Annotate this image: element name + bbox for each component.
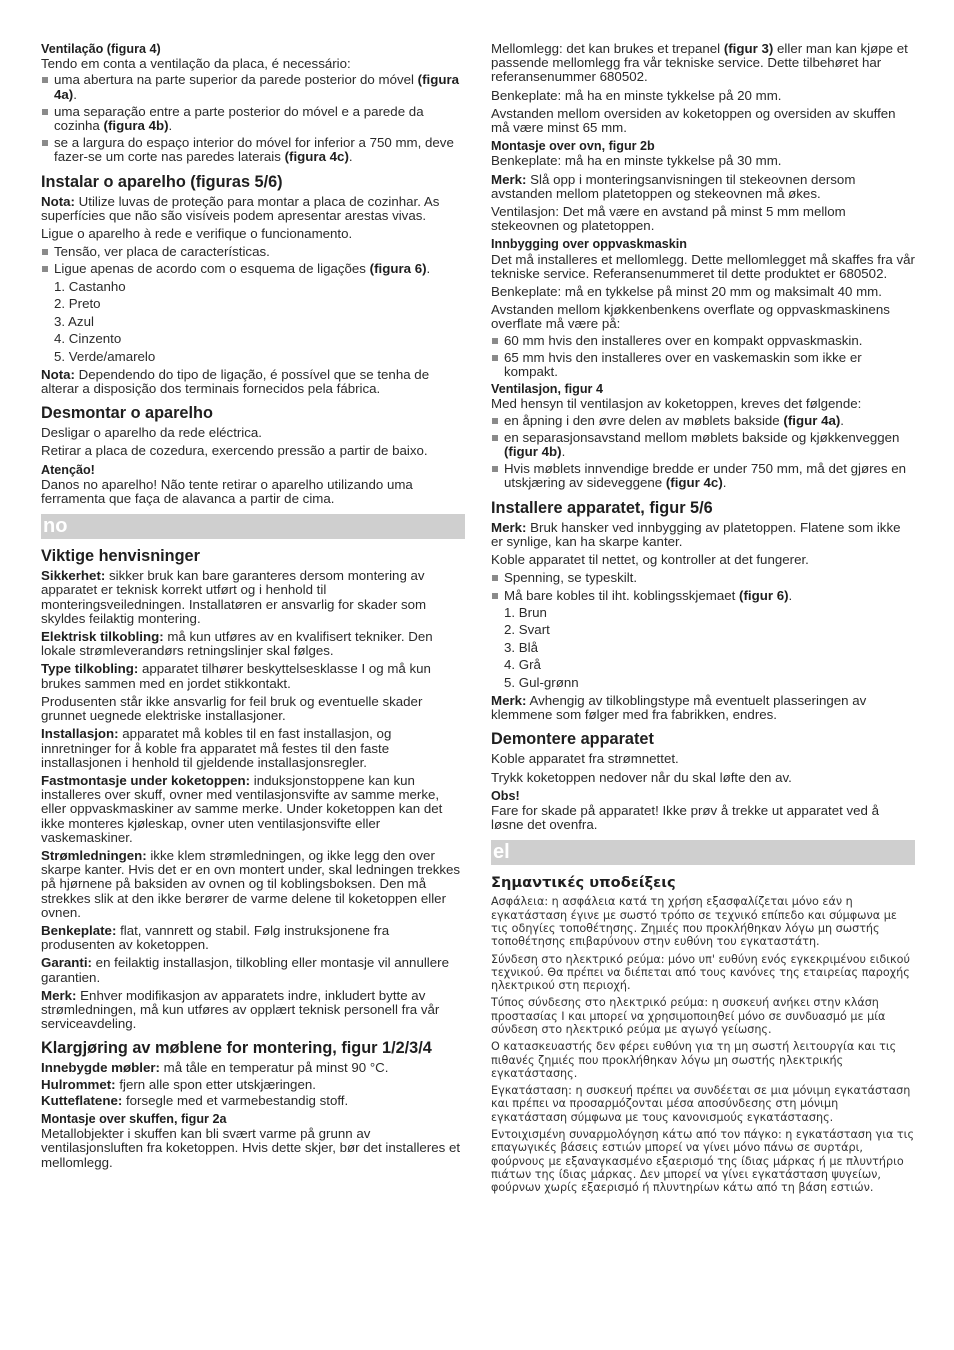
no-para: Installasjon: apparatet må kobles til en fast installasjon, og innretninger for å koble fra apparatet må festes til den faste installasjonen i henhold til gjeldende installasjonsregler. <box>41 726 392 770</box>
list-item: Tensão, ver placa de características. <box>41 245 465 259</box>
no-drawer-distance: Avstanden mellom oversiden av koketoppen og oversiden av skuffen må være minst 65 mm. <box>491 105 896 136</box>
list-item: 5. Gul-grønn <box>504 674 579 690</box>
pt-install-connect: Ligue o aparelho à rede e verifique o funcionamento. <box>41 226 353 242</box>
pt-attention-title: Atenção! <box>41 462 95 477</box>
no-drawer-text: Metallobjekter i skuffen kan bli svært varme på grunn av ventilasjonsluften fra koketoppen. Hvis dette skjer, bør det installeres et mellomlegg. <box>41 1126 461 1170</box>
no-prep-item: Hulrommet: fjern alle spon etter utskjæringen. <box>41 1076 316 1092</box>
no-wire-colors <box>491 606 915 690</box>
list-item: 4. Cinzento <box>54 331 122 347</box>
list-item: en åpning i den øvre delen av møblets bakside (figur 4a). <box>491 414 915 428</box>
no-dish-p2: Benkeplate: må en tykkelse på minst 20 mm og maksimalt 40 mm. <box>491 284 882 300</box>
no-para: Elektrisk tilkobling: må kun utføres av en kvalifisert tekniker. Den lokale strømleverandørs retningslinjer skal følges. <box>41 629 433 659</box>
no-dish-list <box>491 334 915 380</box>
list-item: uma separação entre a parte posterior do móvel e a parede da cozinha (figura 4b). <box>41 105 465 133</box>
no-prep-title: Klargjøring av møblene for montering, figur 1/2/3/4 <box>41 1039 432 1058</box>
pt-remove-p2: Retirar a placa de cozedura, exercendo pressão a partir de baixo. <box>41 443 428 459</box>
no-install-note2: Merk: Avhengig av tilkoblingstype må eventuelt plasseringen av klemmene som følger med fra fabrikken, endres. <box>491 692 867 723</box>
right-column <box>491 42 915 1199</box>
language-bar-el: el <box>491 840 915 865</box>
list-item: Hvis møblets innvendige bredde er under 750 mm, må det gjøres en utskjæring av sideveggene (figur 4c). <box>491 462 915 490</box>
no-para: Benkeplate: flat, vannrett og stabil. Følg instruksjonene fra produsenten av koketoppen. <box>41 922 390 953</box>
pt-ventilation-intro: Tendo em conta a ventilação da placa, é necessário: <box>41 56 351 72</box>
no-oven-title: Montasje over ovn, figur 2b <box>491 139 655 154</box>
no-obs-title: Obs! <box>491 788 520 803</box>
list-item: Må bare kobles til iht. koblingsskjemaet (figur 6). <box>491 589 915 603</box>
pt-wire-colors <box>41 280 465 364</box>
el-para: Σύνδεση στο ηλεκτρικό ρεύμα: μόνο υπ' ευθύνη ενός εγκεκριμένου ειδικού τεχνικού. Θα πρέπει να διέπεται από τους κανόνες της εταιρείας παροχής ηλεκτρικού στη περιοχή. <box>491 952 910 993</box>
no-para: Sikkerhet: sikker bruk kan bare garanteres dersom montering av apparatet er teknisk korrekt utført og i henhold til monteringsveiledningen. Installatøren er ansvarlig for skader som skyldes feilaktig montering. <box>41 568 427 626</box>
list-item: uma abertura na parte superior da parede posterior do móvel (figura 4a). <box>41 73 465 101</box>
list-item: en separasjonsavstand mellom møblets bakside og kjøkkenveggen (figur 4b). <box>491 431 915 459</box>
pt-ventilation-list <box>41 73 465 164</box>
el-para: Ασφάλεια: η ασφάλεια κατά τη χρήση εξασφαλίζεται μόνο εάν η εγκατάσταση έγινε με σωστό τρόπο σε τεχνικό επίπεδο και σύμφωνα με τις οδηγίες τοποθέτησης. Ζημιές που προκλήθηκαν λόγω μη σωστής τοποθέτησης επιβαρύνουν στην ευθύνη του εγκαταστάτη. <box>491 895 897 949</box>
no-remove-title: Demontere apparatet <box>491 730 654 749</box>
no-drawer-worktop: Benkeplate: må ha en minste tykkelse på 20 mm. <box>491 87 782 103</box>
list-item: 2. Preto <box>54 296 101 312</box>
list-item: 1. Castanho <box>54 278 126 294</box>
pt-remove-p1: Desligar o aparelho da rede eléctrica. <box>41 425 263 441</box>
list-item: 3. Azul <box>54 313 94 329</box>
no-spacer-text: Mellomlegg: det kan brukes et trepanel (figur 3) eller man kan kjøpe et passende mellomlegg fra vår tekniske service. Dette tilbehøret har referansenummer 680502. <box>491 41 908 85</box>
no-install-list <box>491 571 915 602</box>
list-item: Spenning, se typeskilt. <box>491 571 915 585</box>
no-drawer-title: Montasje over skuffen, figur 2a <box>41 1111 227 1126</box>
pt-install-note: Nota: Utilize luvas de proteção para montar a placa de cozinhar. As superfícies que não são visíveis podem apresentar arestas vivas. <box>41 193 440 223</box>
pt-ventilation-title: Ventilação (figura 4) <box>41 42 161 56</box>
no-oven-note: Merk: Slå opp i monteringsanvisningen til stekeovnen dersom avstanden mellom platetoppen og stekeovnen må økes. <box>491 171 856 201</box>
left-column <box>41 42 465 1174</box>
no-para: Produsenten står ikke ansvarlig for feil bruk og eventuelle skader grunnet uegnede elektriske installasjoner. <box>41 693 423 724</box>
no-install-title: Installere apparatet, figur 5/6 <box>491 498 713 517</box>
el-body <box>491 895 915 1194</box>
list-item: 1. Brun <box>504 604 547 620</box>
no-para: Type tilkobling: apparatet tilhører beskyttelsesklasse I og må kun brukes sammen med en jordet stikkontakt. <box>41 661 431 691</box>
no-vent-list <box>491 414 915 491</box>
list-item: Ligue apenas de acordo com o esquema de ligações (figura 6). <box>41 262 465 276</box>
no-install-connect: Koble apparatet til nettet, og kontroller at det fungerer. <box>491 552 809 568</box>
no-vent-title: Ventilasjon, figur 4 <box>491 382 603 397</box>
list-item: 60 mm hvis den installeres over en kompakt oppvaskmaskin. <box>491 334 915 348</box>
pt-remove-title: Desmontar o aparelho <box>41 404 213 423</box>
no-remove-p2: Trykk koketoppen nedover når du skal løfte den av. <box>491 769 792 785</box>
el-para: Εγκατάσταση: η συσκευή πρέπει να συνδέεται σε μια μόνιμη εγκατάσταση και πρέπει να προσαρμόζονται μέσα αποσύνδεσης στη μόνιμη εγκατάσταση σύμφωνα με τους κανονισμούς εγκατάστασης. <box>491 1084 911 1124</box>
no-important-title: Viktige henvisninger <box>41 547 200 566</box>
no-para: Fastmontasje under koketoppen: induksjonstoppene kan kun installeres over skuff, ovner med ventilasjonsvifte av samme merke, eller oppvaskmaskiner av samme merke. Under koketoppen kan det ikke monteres kjøleskap, ovner uten ventilasjonsvifte eller vaskemaskiner. <box>41 772 443 845</box>
pt-install-note2: Nota: Dependendo do tipo de ligação, é possível que se tenha de alterar a disposição dos terminais fornecidos pela fábrica. <box>41 366 430 397</box>
no-prep-item: Kutteflatene: forsegle med et varmebestandig stoff. <box>41 1092 349 1108</box>
no-para: Strømledningen: ikke klem strømledningen, og ikke legg den over skarpe kanter. Hvis det er en ovn montert under, skal ledningen trekkes på hjørnene på baksiden av ovnen og til koblingsboksen. Den må strekkes slik at den ikke berører de varme delene til koketoppen eller ovnen. <box>41 847 461 920</box>
pt-install-list <box>41 245 465 276</box>
no-dish-p1: Det må installeres et mellomlegg. Dette mellomlegget må skaffes fra vår tekniske service. Referansenummeret til dette produktet er 680502. <box>491 251 915 281</box>
el-para: Ο κατασκευαστής δεν φέρει ευθύνη για τη μη σωστή λειτουργία και τις πιθανές ζημιές που προκλήθηκαν λόγω μη σωστής ηλεκτρικής εγκατάστασης. <box>491 1040 897 1080</box>
no-vent-intro: Med hensyn til ventilasjon av koketoppen, kreves det følgende: <box>491 396 862 412</box>
no-oven-vent: Ventilasjon: Det må være en avstand på minst 5 mm mellom stekeovnen og platetoppen. <box>491 204 846 234</box>
no-para: Merk: Enhver modifikasjon av apparatets indre, inkludert bytte av strømledningen, må kun utføres av opplært teknisk personell fra vår serviceavdeling. <box>41 987 440 1032</box>
no-dish-p3: Avstanden mellom kjøkkenbenkens overflate og oppvaskmaskinens overflate må være på: <box>491 302 890 332</box>
no-dish-title: Innbygging over oppvaskmaskin <box>491 237 687 252</box>
list-item: 5. Verde/amarelo <box>54 348 156 364</box>
no-install-note: Merk: Bruk hansker ved innbygging av platetoppen. Flatene som ikke er synlige, kan ha skarpe kanter. <box>491 519 901 549</box>
list-item: se a largura do espaço interior do móvel for inferior a 750 mm, deve fazer-se um corte nas paredes laterais (figura 4c). <box>41 136 465 164</box>
pt-attention-text: Danos no aparelho! Não tente retirar o aparelho utilizando uma ferramenta que faça de alavanca a partir de cima. <box>41 476 413 507</box>
no-para: Garanti: en feilaktig installasjon, tilkobling eller montasje vil annullere garantien. <box>41 955 449 985</box>
el-para: Τύπος σύνδεσης στο ηλεκτρικό ρεύμα: η συσκευή ανήκει στην κλάση προστασίας I και μπορεί να χρησιμοποιηθεί μόνο σε συνδυασμό με μία σύνδεση στο ηλεκτρικό ρεύμα με αγωγό γείωσης. <box>491 996 886 1036</box>
no-prep-item: Innebygde møbler: må tåle en temperatur på minst 90 °C. <box>41 1060 389 1076</box>
pt-install-title: Instalar o aparelho (figuras 5/6) <box>41 172 283 191</box>
list-item: 4. Grå <box>504 657 541 673</box>
el-para: Εντοιχισμένη συναρμολόγηση κάτω από τον πάγκο: η εγκατάσταση για τις επαγωγικές βάσεις εστιών μπορεί να γίνει μόνο πάνω σε συρτάρι, φούρνους με εξαναγκασμένο εξαερισμό της ίδιας μάρκας ή με πλυντήριο πιάτων της ίδιας μάρκας. Δεν μπορεί να γίνει εγκατάσταση ψυγείων, φούρνων χωρίς εξαερισμό ή πλυντηρίων κάτω από τη βάση εστιών. <box>491 1128 915 1195</box>
el-important-title: Σημαντικές υποδείξεις <box>491 874 676 892</box>
list-item: 65 mm hvis den installeres over en vaskemaskin som ikke er kompakt. <box>491 351 915 379</box>
no-obs-text: Fare for skade på apparatet! Ikke prøv å trekke ut apparatet ved å løsne det ovenfra. <box>491 802 880 833</box>
language-bar-no: no <box>41 514 465 539</box>
no-remove-p1: Koble apparatet fra strømnettet. <box>491 751 679 767</box>
no-oven-worktop: Benkeplate: må ha en minste tykkelse på 30 mm. <box>491 153 782 169</box>
list-item: 2. Svart <box>504 622 550 638</box>
list-item: 3. Blå <box>504 639 539 655</box>
